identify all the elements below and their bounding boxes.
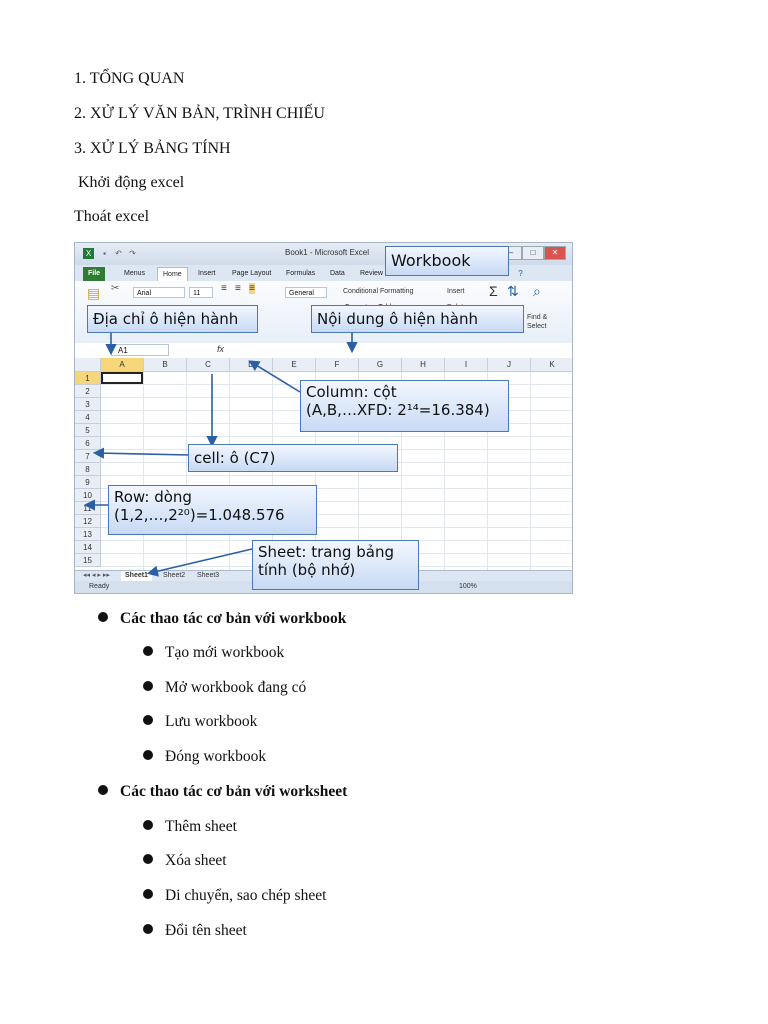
arrow-cell-row: [96, 453, 190, 455]
bullet-icon: [98, 612, 108, 622]
bullet-icon: [143, 750, 153, 760]
row-header: 13: [75, 528, 101, 541]
row-header: 1: [75, 372, 101, 385]
column-header: K: [531, 358, 573, 372]
bullet-icon: [143, 715, 153, 725]
tab-review: Review: [360, 270, 383, 277]
sheet-nav-icon: ◂◂ ◂ ▸ ▸▸: [83, 572, 110, 579]
column-header: F: [316, 358, 359, 372]
section-worksheet-title: Các thao tác cơ bản với worksheet: [98, 782, 347, 802]
column-header: H: [402, 358, 445, 372]
row-header: 9: [75, 476, 101, 489]
row-header: 6: [75, 437, 101, 450]
list-item: Di chuyển, sao chép sheet: [143, 886, 326, 906]
sheet-tab-1: Sheet1: [121, 571, 152, 581]
row-header: 11: [75, 502, 101, 515]
callout-row: Row: dòng (1,2,…,2²⁰)=1.048.576: [108, 485, 317, 535]
heading-xu-ly-bang-tinh: 3. XỬ LÝ BẢNG TÍNH: [74, 140, 231, 157]
column-header: D: [230, 358, 273, 372]
window-title: Book1 - Microsoft Excel: [285, 248, 370, 257]
minimize-icon: –: [500, 246, 522, 260]
row-header: 3: [75, 398, 101, 411]
row-header: 15: [75, 554, 101, 567]
number-format-box: General: [285, 287, 327, 298]
callout-workbook: Workbook: [385, 246, 509, 276]
column-header: G: [359, 358, 402, 372]
redo-icon: ↷: [129, 249, 136, 258]
callout-sheet: Sheet: trang bảng tính (bộ nhớ): [252, 540, 419, 590]
list-item: Tạo mới workbook: [143, 643, 284, 663]
status-text: Ready: [89, 583, 110, 590]
name-box: A1: [111, 344, 169, 356]
tab-insert: Insert: [198, 270, 216, 277]
column-header: B: [144, 358, 187, 372]
cut-icon: ✂: [111, 283, 120, 294]
font-name-box: Arial: [133, 287, 185, 298]
insert-cells-label: Insert: [447, 288, 465, 295]
excel-logo-icon: X: [83, 248, 94, 259]
paste-icon: ▤: [87, 285, 101, 301]
save-icon: ▪: [103, 249, 106, 258]
bullet-icon: [143, 924, 153, 934]
row-header: 4: [75, 411, 101, 424]
sheet-tab-2: Sheet2: [163, 572, 186, 579]
tab-menus: Menus: [124, 270, 146, 277]
row-header: 2: [75, 385, 101, 398]
column-header: A: [101, 358, 144, 372]
conditional-formatting-label: Conditional Formatting: [343, 288, 414, 295]
tab-data: Data: [330, 270, 345, 277]
column-header: J: [488, 358, 531, 372]
tab-page-layout: Page Layout: [232, 270, 272, 277]
bullet-icon: [98, 785, 108, 795]
find-select-label: Find & Select: [527, 314, 548, 330]
column-header: I: [445, 358, 488, 372]
bullet-icon: [143, 854, 153, 864]
align-left-icon: ≡: [221, 283, 227, 294]
line-khoi-dong-excel: Khởi động excel: [74, 174, 185, 191]
help-icon: ?: [518, 269, 523, 278]
arrow-column: [251, 362, 300, 392]
row-header: 10: [75, 489, 101, 502]
list-item: Xóa sheet: [143, 851, 227, 871]
bullet-icon: [143, 889, 153, 899]
list-item: Mở workbook đang có: [143, 678, 306, 698]
tab-home: Home: [157, 267, 188, 282]
bullet-icon: [143, 681, 153, 691]
find-icon: ⌕: [533, 283, 541, 299]
list-item: Đóng workbook: [143, 747, 266, 767]
font-size-box: 11: [189, 287, 213, 298]
list-item: Đổi tên sheet: [143, 921, 247, 941]
tab-formulas: Formulas: [286, 270, 316, 277]
row-header: 14: [75, 541, 101, 554]
maximize-icon: □: [522, 246, 544, 260]
column-header: E: [273, 358, 316, 372]
callout-column: Column: cột (A,B,…XFD: 2¹⁴=16.384): [300, 380, 509, 432]
callout-address: Địa chỉ ô hiện hành: [87, 305, 258, 333]
row-header: 8: [75, 463, 101, 476]
row-header: 7: [75, 450, 101, 463]
align-right-icon: ≡: [249, 283, 255, 294]
undo-icon: ↶: [115, 249, 122, 258]
bullet-icon: [143, 646, 153, 656]
bullet-icon: [143, 820, 153, 830]
line-thoat-excel: Thoát excel: [74, 208, 150, 225]
fx-label: fx: [217, 344, 225, 354]
section-workbook-title: Các thao tác cơ bản với workbook: [98, 609, 346, 629]
callout-cell: cell: ô (C7): [188, 444, 398, 472]
row-header: 5: [75, 424, 101, 437]
arrow-sheet: [150, 549, 252, 573]
row-header: 12: [75, 515, 101, 528]
list-item: Thêm sheet: [143, 817, 237, 837]
align-center-icon: ≡: [235, 283, 241, 294]
close-icon: ✕: [544, 246, 566, 260]
sort-filter-icon: ⇅: [507, 283, 519, 299]
column-header: C: [187, 358, 230, 372]
tab-file: File: [83, 267, 105, 281]
sheet-tab-3: Sheet3: [197, 572, 220, 579]
heading-tong-quan: 1. TỔNG QUAN: [74, 70, 185, 87]
autosum-icon: Σ: [489, 283, 498, 299]
heading-xu-ly-van-ban: 2. XỬ LÝ VĂN BẢN, TRÌNH CHIẾU: [74, 105, 325, 122]
callout-content: Nội dung ô hiện hành: [311, 305, 524, 333]
zoom-level: 100%: [459, 583, 477, 590]
list-item: Lưu workbook: [143, 712, 257, 732]
